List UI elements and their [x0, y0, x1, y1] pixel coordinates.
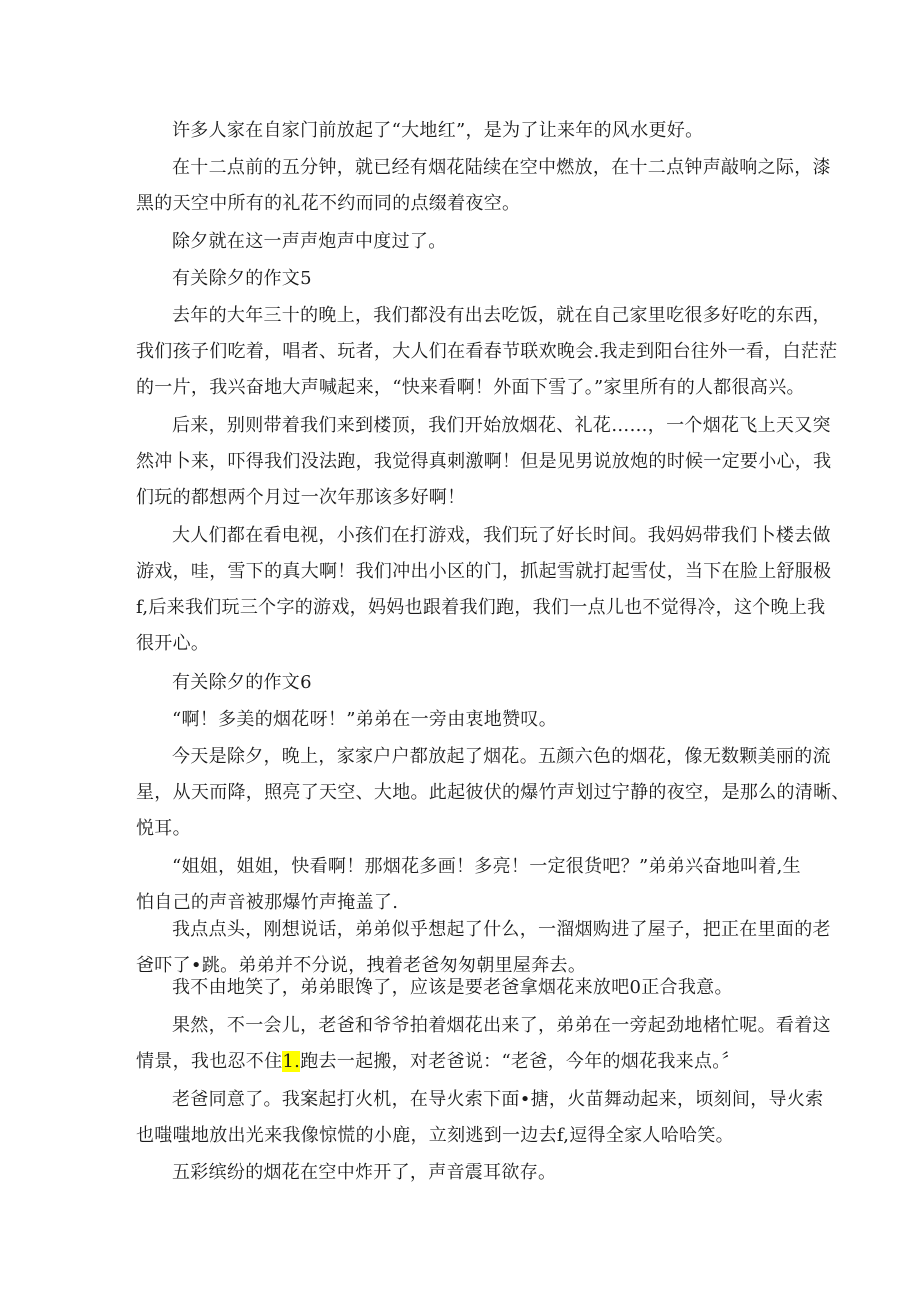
text-line: 后来，别则带着我们来到楼顶，我们开始放烟花、礼花……，一个烟花飞上天又突 [172, 415, 831, 436]
heading-text: 有关除夕的作文5 [172, 268, 312, 289]
text-line: 爸吓了•跳。弟弟并不分说，拽着老爸匆匆朝里屋奔去。 [136, 955, 587, 976]
paragraph-7 [136, 518, 832, 662]
paragraph-10 [136, 739, 850, 847]
text-line: 除夕就在这一声声炮声中度过了。 [172, 231, 447, 252]
heading-text: 有关除夕的作文6 [172, 672, 312, 693]
text-line: “啊！多美的烟花呀！”弟弟在一旁由衷地赞叹。 [172, 709, 558, 730]
text-line: 游戏，哇，雪下的真大啊！我们冲出小区的门，抓起雪就打起雪仗，当下在脸上舒服极 [136, 561, 832, 582]
paragraph-6 [136, 408, 832, 516]
text-line: 去年的大年三十的晚上，我们都没有出去吃饭，就在自己家里吃很多好吃的东西， [172, 305, 831, 326]
paragraph-14 [136, 1008, 831, 1080]
text-line: 果然，不一会儿，老爸和爷爷拍着烟花出来了，弟弟在一旁起劲地楮忙呢。看着这 [172, 1015, 831, 1036]
paragraph-5 [136, 298, 838, 406]
text-line: 我们孩子们吃着，唱者、玩者，大人们在看春节联欢晚会.我走到阳台往外一看，白茫茫 [136, 341, 838, 362]
paragraph-2 [136, 150, 831, 222]
text-line: 大人们都在看电视，小孩们在打游戏，我们玩了好长时间。我妈妈带我们卜楼去做 [172, 525, 831, 546]
text-fragment: 情景，我也忍不住 [136, 1051, 283, 1072]
paragraph-13 [136, 970, 784, 1006]
paragraph-15 [136, 1082, 824, 1154]
paragraph-3 [136, 224, 784, 260]
paragraph-11 [136, 849, 801, 921]
text-line: 我点点头，刚想说话，弟弟似乎想起了什么，一溜烟购进了屋子，把正在里面的老 [172, 919, 831, 940]
paragraph-1 [136, 113, 784, 149]
text-line: 悦耳。 [136, 818, 191, 839]
text-line: 五彩缤纷的烟花在空中炸开了，声音震耳欲存。 [172, 1162, 557, 1183]
text-line: 我不由地笑了，弟弟眼馋了，应该是要老爸拿烟花来放吧0正合我意。 [172, 977, 733, 998]
text-line: 星，从天而降，照亮了天空、大地。此起彼伏的爆竹声划过宁静的夜空，是那么的清晰、 [136, 782, 850, 803]
text-line: f,后来我们玩三个字的游戏，妈妈也跟着我们跑，我们一点儿也不觉得冷，这个晚上我 [136, 597, 826, 618]
text-line: 在十二点前的五分钟，就已经有烟花陆续在空中燃放，在十二点钟声敲响之际，漆 [172, 157, 831, 178]
highlighted-text: 1. [282, 1051, 301, 1072]
text-line: 很开心。 [136, 633, 210, 654]
text-line: 也嗤嗤地放出光来我像惊慌的小鹿，立刻逃到一边去f,逗得全家人哈哈笑。 [136, 1125, 734, 1146]
text-line: 许多人家在自家门前放起了“大地红”，是为了让来年的风水更好。 [172, 120, 704, 141]
text-line: 的一片，我兴奋地大声喊起来，“快来看啊！外面下雪了。”家里所有的人都很高兴。 [136, 377, 805, 398]
text-line: 黑的天空中所有的礼花不约而同的点缀着夜空。 [136, 193, 521, 214]
text-line: 然冲卜来，吓得我们没法跑，我觉得真刺激啊！但是见男说放炮的时候一定要小心，我 [136, 451, 832, 472]
section-heading-6 [136, 665, 784, 701]
text-line: “姐姐，姐姐，快看啊！那烟花多画！多亮！一定很货吧？”弟弟兴奋地叫着,生 [172, 856, 801, 877]
section-heading-5 [136, 261, 784, 297]
text-fragment: 跑去一起搬，对老爸说：“老爸，今年的烟花我来点。〞 [300, 1051, 740, 1072]
text-line: 怕自己的声音被那爆竹声掩盖了. [136, 892, 399, 913]
text-line: 今天是除夕，晚上，家家户户都放起了烟花。五颜六色的烟花，像无数颗美丽的流 [172, 746, 831, 767]
text-line: 们玩的都想两个月过一次年那该多好啊！ [136, 487, 466, 508]
paragraph-9 [136, 702, 784, 738]
text-line [136, 1044, 784, 1080]
paragraph-16 [136, 1155, 784, 1191]
text-line: 老爸同意了。我案起打火机，在导火索下面•搪，火苗舞动起来，顷刻间，导火索 [172, 1089, 824, 1110]
